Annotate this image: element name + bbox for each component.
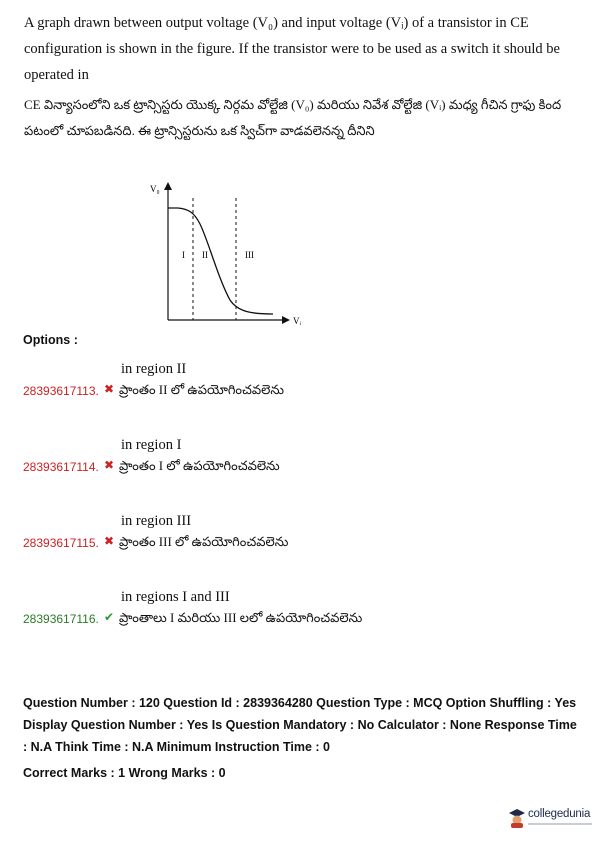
marks-info: Correct Marks : 1 Wrong Marks : 0 bbox=[23, 766, 226, 780]
question-meta: Question Number : 120 Question Id : 2839364280 Question Type : MCQ Option Shuffling : Yes Display Question Number : Yes Is Question Mandatory : No Calculator : None Response Time : N.A Think Time : N.A Minimum Instruction Time : 0 bbox=[23, 696, 577, 754]
option-2-telugu: ప్రాంతం I లో ఉపయోగించవలెను bbox=[119, 458, 280, 473]
graduate-icon bbox=[508, 808, 526, 828]
cross-icon: ✖ bbox=[104, 382, 115, 396]
option-1-english: in region II bbox=[121, 361, 187, 377]
y-axis-arrow bbox=[164, 182, 172, 190]
option-1-telugu: ప్రాంతం II లో ఉపయోగించవలెను bbox=[119, 382, 284, 397]
options-label: Options : bbox=[23, 333, 78, 347]
option-4[interactable] bbox=[0, 589, 595, 645]
logo-tagline-bar bbox=[528, 823, 592, 825]
option-1[interactable] bbox=[0, 361, 595, 417]
option-2-english: in region I bbox=[121, 437, 182, 453]
logo-text: collegedunia bbox=[528, 808, 591, 820]
cross-icon: ✖ bbox=[104, 458, 115, 472]
collegedunia-logo bbox=[508, 806, 590, 832]
vo-vi-graph bbox=[148, 178, 318, 328]
option-3-english: in region III bbox=[121, 513, 192, 529]
option-3-telugu: ప్రాంతం III లో ఉపయోగించవలెను bbox=[119, 534, 289, 549]
region-label-1: I bbox=[182, 250, 185, 260]
question-block bbox=[24, 10, 572, 144]
option-2[interactable] bbox=[0, 437, 595, 493]
option-4-telugu: ప్రాంతాలు I మరియు III లలో ఉపయోగించవలెను bbox=[119, 610, 363, 625]
graph-svg bbox=[148, 178, 318, 328]
option-2-id: 28393617114. bbox=[23, 460, 99, 474]
option-4-id: 28393617116. bbox=[23, 612, 99, 626]
region-label-2: II bbox=[202, 250, 208, 260]
region-label-3: III bbox=[245, 250, 254, 260]
y-axis-label: V₀ bbox=[150, 184, 160, 194]
option-1-id: 28393617113. bbox=[23, 384, 99, 398]
option-3[interactable] bbox=[0, 513, 595, 569]
x-axis-arrow bbox=[282, 316, 290, 324]
option-3-id: 28393617115. bbox=[23, 536, 99, 550]
question-text-telugu: CE విన్యాసంలోని ఒక ట్రాన్సిస్టరు యొక్క నిర్గమ వోల్టేజి (V₀) మరియు నివేశ వోల్టేజి (Vᵢ) మధ్య గీచిన గ్రాఫు కింద పటంలో చూపబడినది. ఈ ట్రాన్సిస్టరును ఒక స్విచ్‌గా వాడవలెనన్న దీనిని bbox=[24, 97, 562, 138]
check-icon: ✔ bbox=[104, 610, 115, 624]
option-4-english: in regions I and III bbox=[121, 589, 230, 605]
cross-icon: ✖ bbox=[104, 534, 115, 548]
transfer-curve bbox=[168, 208, 273, 314]
question-text-english: A graph drawn between output voltage (V₀) and input voltage (Vᵢ) of a transistor in CE configuration is shown in the figure. If the transistor were to be used as a switch it should be operated in bbox=[24, 15, 560, 83]
x-axis-label: Vᵢ bbox=[293, 316, 301, 326]
